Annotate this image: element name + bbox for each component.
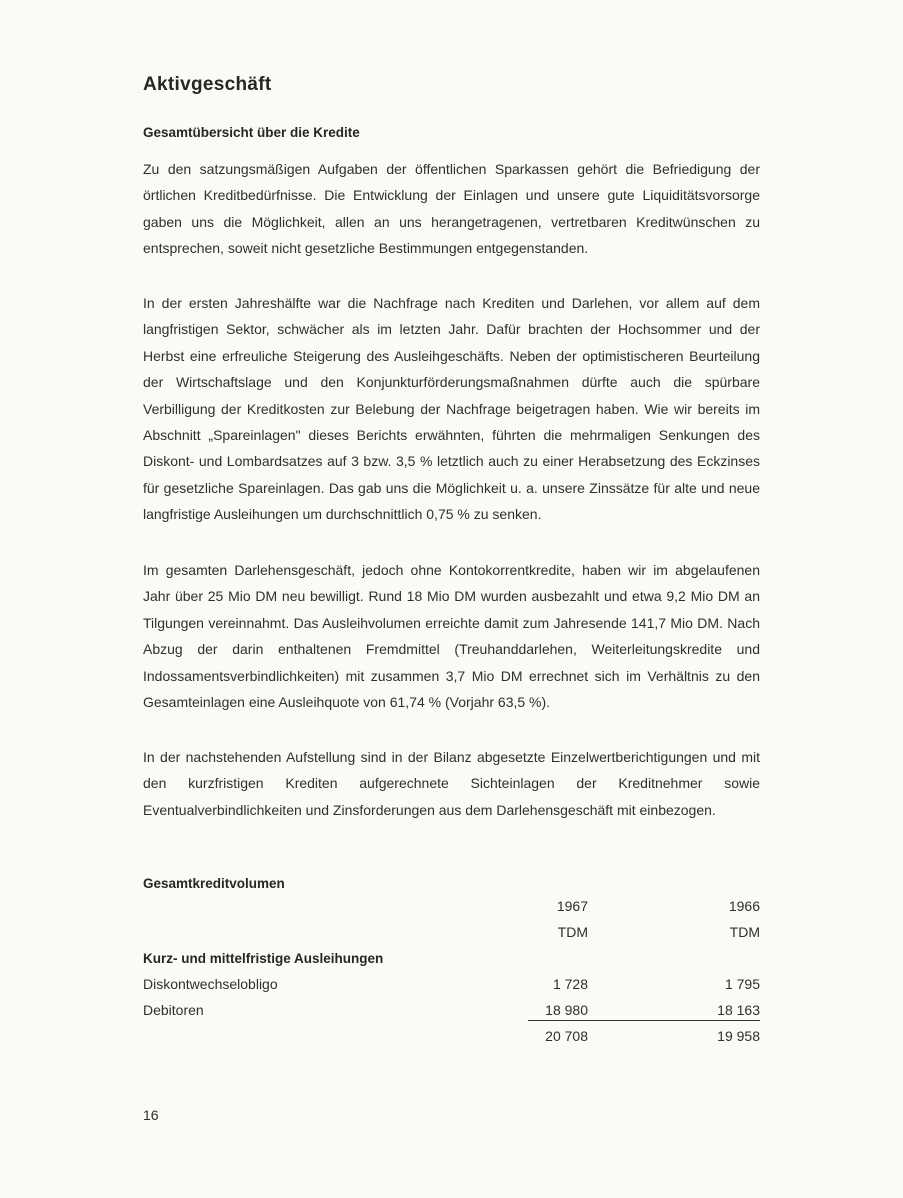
unit-header-1966: TDM [729, 924, 760, 940]
row-value-1967: 18 980 [545, 1002, 588, 1018]
paragraph-1: Zu den satzungsmäßigen Aufgaben der öffentlichen Sparkassen gehört die Befriedigung der örtlichen Kreditbedürfnisse. Die Entwicklung der Einlagen und unsere gute Liquiditätsvorsorge gaben uns die Möglichkeit, allen an uns herangetragenen, vertretbaren Kreditwünschen zu entsprechen, soweit nicht gesetzliche Bestimmungen entgegenstanden. [143, 161, 760, 257]
page-number: 16 [143, 1107, 159, 1123]
sum-rule [528, 1020, 760, 1021]
row-value-1966: 18 163 [717, 1002, 760, 1018]
paragraph-3: Im gesamten Darlehensgeschäft, jedoch ohne Kontokorrentkredite, haben wir im abgelaufenen Jahr über 25 Mio DM neu bewilligt. Rund 18 Mio DM wurden ausbezahlt und etwa 9,2 Mio DM an Tilgungen vereinnahmt. Das Ausleihvolumen erreichte damit zum Jahresende 141,7 Mio DM. Nach Abzug der darin enthaltenen Fremdmittel (Treuhanddarlehen, Weiterleitungskredite und Indossamentsverbindlichkeiten) mit zusammen 3,7 Mio DM errechnet sich im Verhältnis zu den Gesamteinlagen eine Ausleihquote von 61,74 % (Vorjahr 63,5 %). [143, 562, 760, 711]
row-label-diskontwechselobligo: Diskontwechselobligo [143, 976, 278, 992]
year-header-1967: 1967 [556, 898, 588, 914]
total-value-1967: 20 708 [545, 1028, 588, 1044]
section-subheading: Gesamtübersicht über die Kredite [143, 125, 360, 140]
row-label-debitoren: Debitoren [143, 1002, 204, 1018]
paragraph-4: In der nachstehenden Aufstellung sind in der Bilanz abgesetzte Einzelwertberichtigungen und mit den kurzfristigen Krediten aufgerechnete Sichteinlagen der Kreditnehmer sowie Eventualverbindlichkeiten und Zinsforderungen aus dem Darlehensgeschäft mit einbezogen. [143, 749, 760, 818]
row-value-1966: 1 795 [724, 976, 760, 992]
page-heading: Aktivgeschäft [143, 74, 272, 95]
row-value-1967: 1 728 [552, 976, 588, 992]
unit-header-1967: TDM [557, 924, 588, 940]
year-header-1966: 1966 [728, 898, 760, 914]
table-title: Gesamtkreditvolumen [143, 876, 285, 891]
paragraph-2: In der ersten Jahreshälfte war die Nachfrage nach Krediten und Darlehen, vor allem auf dem langfristigen Sektor, schwächer als im letzten Jahr. Dafür brachten der Hochsommer und der Herbst eine erfreuliche Steigerung des Ausleihgeschäfts. Neben der optimistischeren Beurteilung der Wirtschaftslage und den Konjunkturförderungsmaßnahmen dürfte auch die spürbare Verbilligung der Kreditkosten zur Belebung der Nachfrage beigetragen haben. Wie wir bereits im Abschnitt „Spareinlagen" dieses Berichts erwähnten, führten die mehrmaligen Senkungen des Diskont- und Lombardsatzes auf 3 bzw. 3,5 % letztlich auch zu einer Herabsetzung des Eckzinses für gesetzliche Spareinlagen. Das gab uns die Möglichkeit u. a. unsere Zinssätze für alte und neue langfristige Ausleihungen um durchschnittlich 0,75 % zu senken. [143, 295, 760, 523]
table-section-label: Kurz- und mittelfristige Ausleihungen [143, 951, 384, 966]
total-value-1966: 19 958 [717, 1028, 760, 1044]
